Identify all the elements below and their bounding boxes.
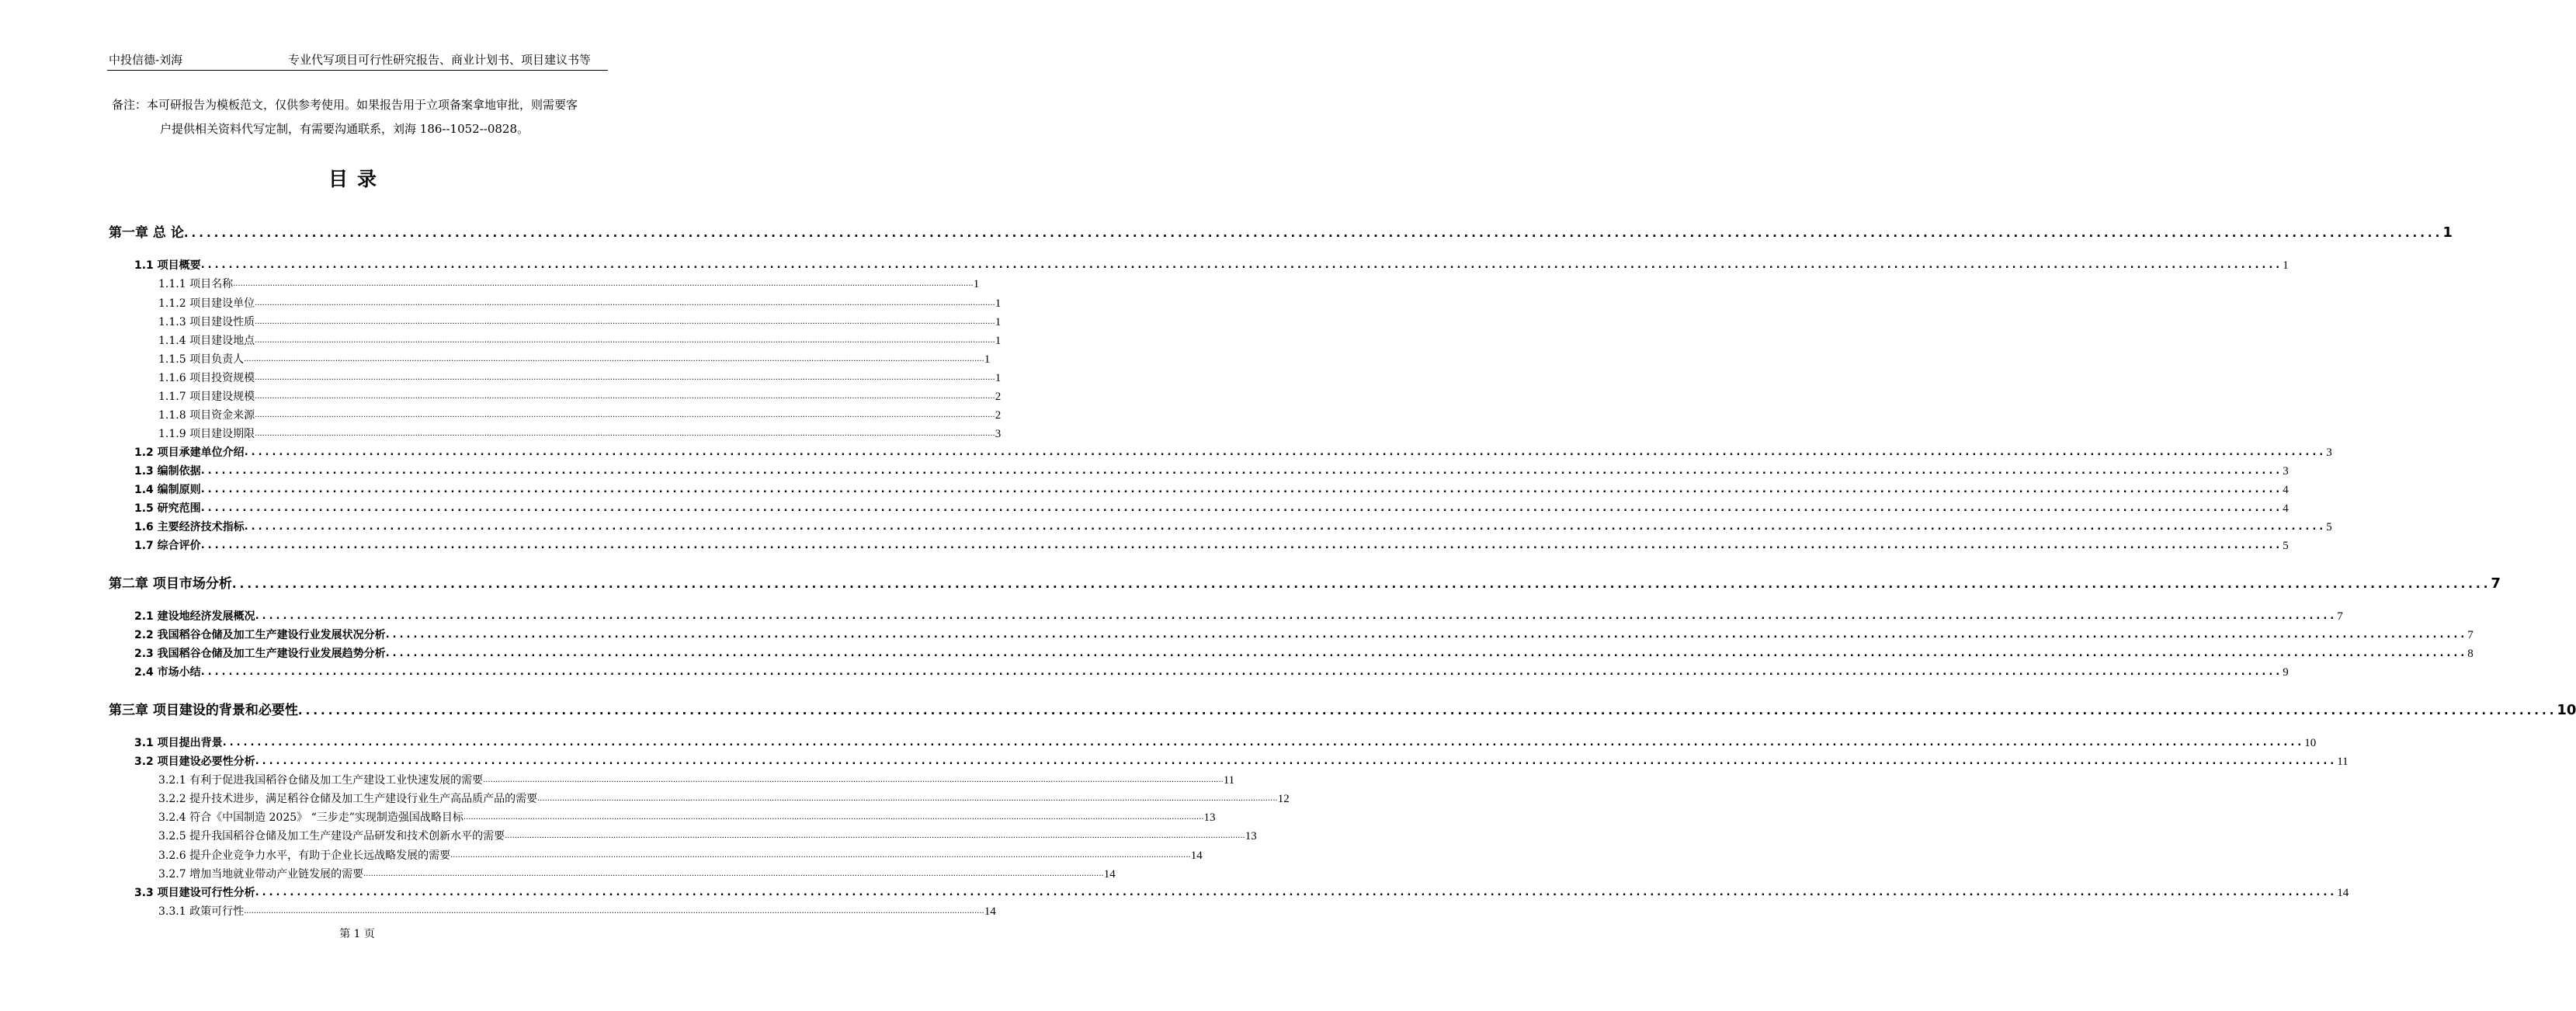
remark-line-1: 备注：本可研报告为模板范文，仅供参考使用。如果报告用于立项备案拿地审批，则需要客 [112,98,578,112]
toc-entry-page: 2 [995,409,1002,422]
toc-leader-dots: ............................................................................................................................................................................................................................................................................................................ [255,318,995,326]
toc-entry-section[interactable] [134,753,2349,770]
toc-entry-label: 1.4 编制原则 [134,484,201,496]
toc-entry-page: 4 [2283,484,2289,496]
toc-entry-section[interactable] [134,537,2289,554]
toc-entry-page: 2 [995,391,1002,403]
toc-leader-dots: ............................................................................................................................................................................................................................................................................................................ [200,502,2283,514]
toc-entry-page: 14 [2337,887,2349,899]
toc-leader-dots: ............................................................................................................................................................................................................................................................................................................ [463,813,1204,822]
toc-entry-page: 1 [973,278,980,290]
toc-entry-page: 12 [1277,793,1290,805]
toc-entry-page: 3 [995,428,1002,440]
toc-entry-sub[interactable] [158,351,991,368]
toc-entry-label: 1.3 编制依据 [134,465,201,478]
toc-leader-dots: ............................................................................................................................................................................................................................................................................................................ [255,887,2338,898]
toc-leader-dots: ............................................................................................................................................................................................................................................................................................................ [222,737,2305,749]
toc-entry-sub[interactable] [158,809,1216,826]
toc-leader-dots: ............................................................................................................................................................................................................................................................................................................ [244,355,984,363]
toc-entry-sub[interactable] [158,332,1002,349]
toc-entry-section[interactable] [134,664,2289,681]
toc-leader-dots: ............................................................................................................................................................................................................................................................................................................ [233,280,974,288]
toc-entry-sub[interactable] [158,295,1002,312]
toc-leader-dots: ............................................................................................................................................................................................................................................................................................................ [255,756,2338,767]
toc-leader-dots: ............................................................................................................................................................................................................................................................................................................ [244,521,2327,533]
toc-entry-page: 7 [2491,575,2501,592]
toc-entry-sub[interactable] [158,866,1116,883]
toc-entry-sub[interactable] [158,828,1257,845]
toc-entry-label: 1.1.2 项目建设单位 [158,297,255,310]
toc-entry-label: 1.6 主要经济技术指标 [134,521,245,533]
toc-entry-page: 1 [984,353,991,366]
toc-entry-sub[interactable] [158,903,996,920]
toc-entry-label: 2.4 市场小结 [134,666,201,679]
toc-entry-label: 3.2 项目建设必要性分析 [134,756,255,768]
toc-entry-section[interactable] [134,481,2289,499]
toc-entry-section[interactable] [134,645,2474,662]
toc-entry-sub[interactable] [158,426,1002,443]
toc-entry-sub[interactable] [158,370,1002,387]
toc-leader-dots: ............................................................................................................................................................................................................................................................................................................ [255,610,2338,622]
toc-entry-label: 1.1.1 项目名称 [158,278,234,290]
toc-leader-dots: ............................................................................................................................................................................................................................................................................................................ [200,484,2283,495]
toc-entry-page: 1 [995,372,1002,384]
toc-entry-label: 2.3 我国稻谷仓储及加工生产建设行业发展趋势分析 [134,648,386,660]
toc-entry-label: 1.1.5 项目负责人 [158,353,245,366]
toc-entry-section[interactable] [134,519,2332,536]
toc-leader-dots: ............................................................................................................................................................................................................................................................................................................ [200,540,2283,551]
toc-entry-label: 1.2 项目承建单位介绍 [134,446,245,459]
toc-entry-page: 3 [2326,446,2332,459]
toc-entry-page: 1 [2442,224,2453,241]
toc-leader-dots: ............................................................................................................................................................................................................................................................................................................ [183,226,2443,240]
toc-entry-label: 3.2.2 提升技术进步，满足稻谷仓储及加工生产建设行业生产高品质产品的需要 [158,793,538,805]
toc-entry-page: 4 [2283,502,2289,515]
toc-leader-dots: ............................................................................................................................................................................................................................................................................................................ [200,465,2283,477]
toc-entry-label: 3.2.6 提升企业竞争力水平，有助于企业长远战略发展的需要 [158,849,451,862]
toc-entry-sub[interactable] [158,407,1002,424]
toc-entry-label: 第三章 项目建设的背景和必要性 [109,703,298,718]
toc-entry-page: 1 [2283,259,2289,272]
toc-leader-dots: ............................................................................................................................................................................................................................................................................................................ [255,336,995,345]
toc-entry-page: 11 [2337,756,2349,768]
toc-entry-section[interactable] [134,884,2349,902]
toc-entry-section[interactable] [134,257,2289,274]
toc-entry-label: 第二章 项目市场分析 [109,576,232,592]
toc-entry-section[interactable] [134,463,2289,480]
toc-leader-dots: ............................................................................................................................................................................................................................................................................................................ [200,259,2283,271]
toc-entry-sub[interactable] [158,314,1002,331]
toc-entry-page: 7 [2337,610,2343,623]
toc-entry-section[interactable] [134,500,2289,517]
toc-leader-dots: ............................................................................................................................................................................................................................................................................................................ [450,851,1191,860]
toc-entry-label: 1.1.8 项目资金来源 [158,409,255,422]
toc-entry-label: 1.1.6 项目投资规模 [158,372,255,384]
toc-leader-dots: ............................................................................................................................................................................................................................................................................................................ [255,392,995,401]
toc-entry-sub[interactable] [158,847,1203,864]
toc-leader-dots: ............................................................................................................................................................................................................................................................................................................ [385,648,2468,659]
toc-entry-page: 10 [2557,702,2576,718]
toc-leader-dots: ............................................................................................................................................................................................................................................................................................................ [255,373,995,382]
toc-entry-page: 8 [2467,648,2474,660]
toc-entry-label: 3.2.5 提升我国稻谷仓储及加工生产建设产品研发和技术创新水平的需要 [158,830,505,842]
toc-entry-page: 10 [2304,737,2317,749]
toc-leader-dots: ............................................................................................................................................................................................................................................................................................................ [385,629,2468,641]
toc-entry-label: 2.2 我国稻谷仓储及加工生产建设行业发展状况分析 [134,629,386,641]
toc-entry-label: 1.1.9 项目建设期限 [158,428,255,440]
toc-entry-label: 3.3.1 政策可行性 [158,905,245,918]
toc-title: 目录 [328,168,386,190]
toc-entry-label: 1.1.3 项目建设性质 [158,316,255,328]
toc-leader-dots: ............................................................................................................................................................................................................................................................................................................ [244,907,984,915]
toc-entry-page: 5 [2326,521,2332,533]
toc-entry-chapter[interactable] [109,575,2501,593]
toc-entry-page: 3 [2283,465,2289,478]
toc-entry-label: 3.1 项目提出背景 [134,737,223,749]
toc-entry-label: 3.2.4 符合《中国制造 2025》 “三步走”实现制造强国战略目标 [158,811,463,824]
toc-entry-chapter[interactable] [109,701,2576,720]
toc-entry-label: 2.1 建设地经济发展概况 [134,610,255,623]
toc-leader-dots: ............................................................................................................................................................................................................................................................................................................ [505,832,1245,840]
page-number: 第 1 页 [339,928,375,940]
toc-entry-page: 13 [1203,811,1216,824]
toc-entry-page: 14 [1103,868,1116,881]
toc-entry-section[interactable] [134,608,2343,625]
toc-entry-label: 3.3 项目建设可行性分析 [134,887,255,899]
toc-entry-label: 1.1.4 项目建设地点 [158,335,255,347]
toc-entry-sub[interactable] [158,790,1290,808]
toc-entry-page: 13 [1245,830,1257,842]
toc-entry-page: 11 [1223,774,1235,787]
toc-leader-dots: ............................................................................................................................................................................................................................................................................................................ [255,429,995,438]
toc-entry-section[interactable] [134,735,2317,752]
toc-entry-chapter[interactable] [109,224,2453,242]
toc-entry-label: 1.5 研究范围 [134,502,201,515]
toc-entry-sub[interactable] [158,276,980,293]
toc-entry-sub[interactable] [158,388,1002,405]
toc-entry-label: 3.2.7 增加当地就业带动产业链发展的需要 [158,868,364,881]
toc-entry-label: 3.2.1 有利于促进我国稻谷仓储及加工生产建设工业快速发展的需要 [158,774,484,787]
toc-entry-label: 第一章 总 论 [109,225,184,241]
toc-entry-page: 14 [1190,849,1203,862]
toc-entry-section[interactable] [134,444,2332,461]
remark-line-2: 户提供相关资料代写定制，有需要沟通联系，刘海 186--1052--0828。 [160,122,529,136]
toc-leader-dots: ............................................................................................................................................................................................................................................................................................................ [297,704,2557,717]
toc-entry-label: 1.7 综合评价 [134,540,201,552]
toc-leader-dots: ............................................................................................................................................................................................................................................................................................................ [255,299,995,307]
toc-leader-dots: ............................................................................................................................................................................................................................................................................................................ [200,666,2283,678]
toc-entry-page: 9 [2283,666,2289,679]
toc-entry-sub[interactable] [158,772,1235,789]
toc-entry-page: 1 [995,316,1002,328]
remark-note [112,93,609,141]
toc-entry-page: 14 [984,905,996,918]
toc-leader-dots: ............................................................................................................................................................................................................................................................................................................ [244,446,2327,458]
toc-entry-label: 1.1.7 项目建设规模 [158,391,255,403]
toc-leader-dots: ............................................................................................................................................................................................................................................................................................................ [483,776,1224,784]
toc-leader-dots: ............................................................................................................................................................................................................................................................................................................ [255,411,995,419]
header-services: 专业代写项目可行性研究报告、商业计划书、项目建议书等 [287,53,591,67]
toc-leader-dots: ............................................................................................................................................................................................................................................................................................................ [363,870,1104,878]
toc-entry-page: 1 [995,297,1002,310]
toc-leader-dots: ............................................................................................................................................................................................................................................................................................................ [537,794,1278,803]
toc-entry-page: 1 [995,335,1002,347]
toc-leader-dots: ............................................................................................................................................................................................................................................................................................................ [231,577,2491,591]
header-author: 中投信德-刘海 [109,53,183,67]
page-header [107,51,608,71]
toc-entry-page: 7 [2467,629,2474,641]
toc-entry-label: 1.1 项目概要 [134,259,201,272]
toc-entry-section[interactable] [134,627,2474,644]
toc-entry-page: 5 [2283,540,2289,552]
